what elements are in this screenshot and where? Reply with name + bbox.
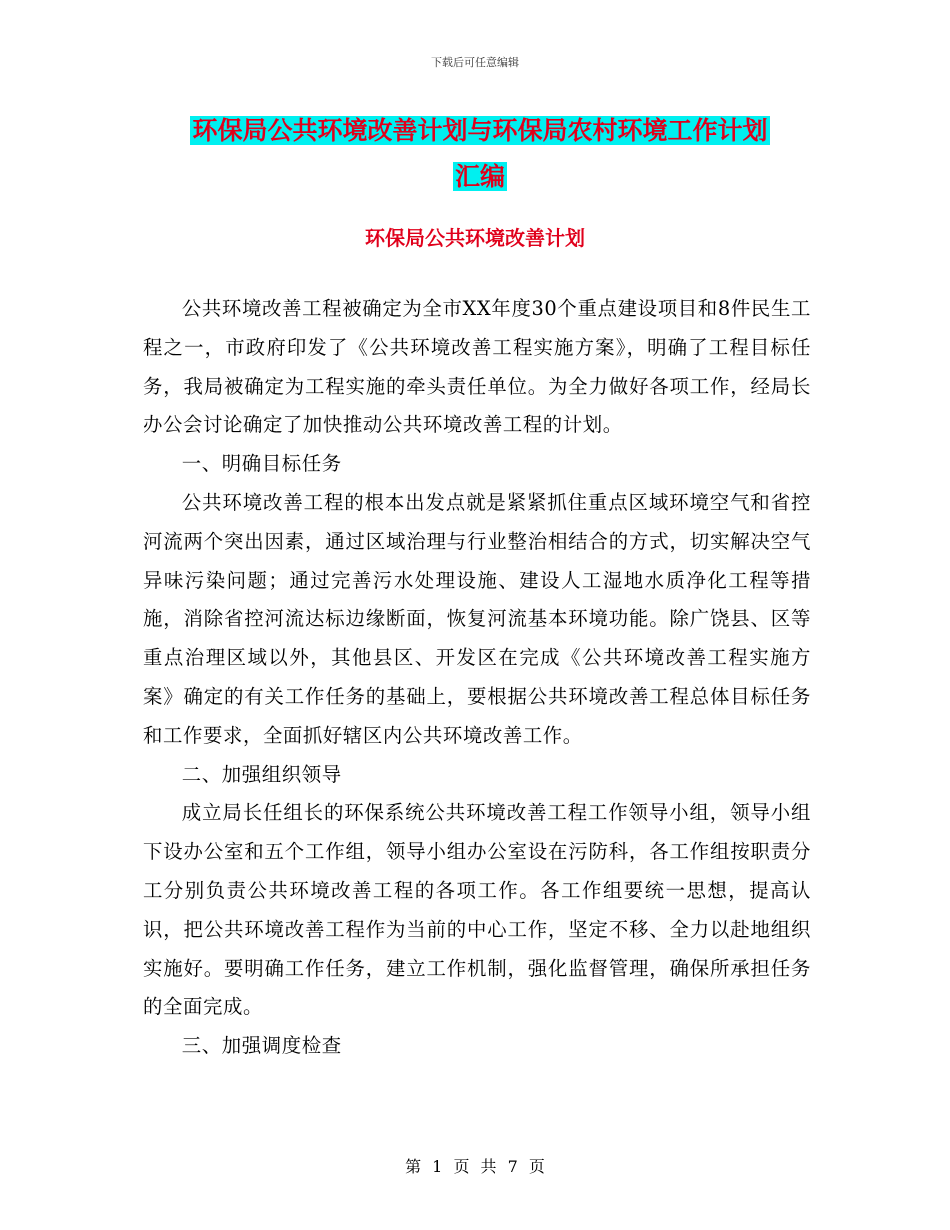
- document-title: [140, 108, 820, 200]
- paragraph-1: 公共环境改善工程的根本出发点就是紧紧抓住重点区域环境空气和省控河流两个突出因素，通过区域治理与行业整治相结合的方式，切实解决空气异味污染问题；通过完善污水处理设施、建设人工湿地水质净化工程等措施，消除省控河流达标边缘断面，恢复河流基本环境功能。除广饶县、区等重点治理区域以外，其他县区、开发区在完成《公共环境改善工程实施方案》确定的有关工作任务的基础上，要根据公共环境改善工程总体目标任务和工作要求，全面抓好辖区内公共环境改善工作。: [143, 490, 811, 747]
- heading-1: 一、明确目标任务: [181, 452, 342, 476]
- document-body: [143, 290, 811, 1066]
- document-title-line-1: 环保局公共环境改善计划与环保局农村环境工作计划: [192, 116, 768, 145]
- heading-2: 二、加强组织领导: [181, 762, 342, 786]
- page-footer: 第 1 页 共 7 页: [405, 1157, 545, 1176]
- header-note: 下载后可任意编辑: [431, 56, 519, 69]
- section-title: 环保局公共环境改善计划: [365, 226, 585, 250]
- heading-3: 三、加强调度检查: [181, 1034, 342, 1058]
- paragraph-2: 成立局长任组长的环保系统公共环境改善工程工作领导小组，领导小组下设办公室和五个工作组，领导小组办公室设在污防科，各工作组按职责分工分别负责公共环境改善工程的各项工作。各工作组要统一思想，提高认识，把公共环境改善工程作为当前的中心工作，坚定不移、全力以赴地组织实施好。要明确工作任务，建立工作机制，强化监督管理，确保所承担任务的全面完成。: [143, 801, 811, 1019]
- document-title-line-2: 汇编: [454, 162, 505, 191]
- paragraph-intro: 公共环境改善工程被确定为全市XX年度30个重点建设项目和8件民生工程之一，市政府印发了《公共环境改善工程实施方案》，明确了工程目标任务，我局被确定为工程实施的牵头责任单位。为全力做好各项工作，经局长办公会讨论确定了加快推动公共环境改善工程的计划。: [143, 297, 811, 437]
